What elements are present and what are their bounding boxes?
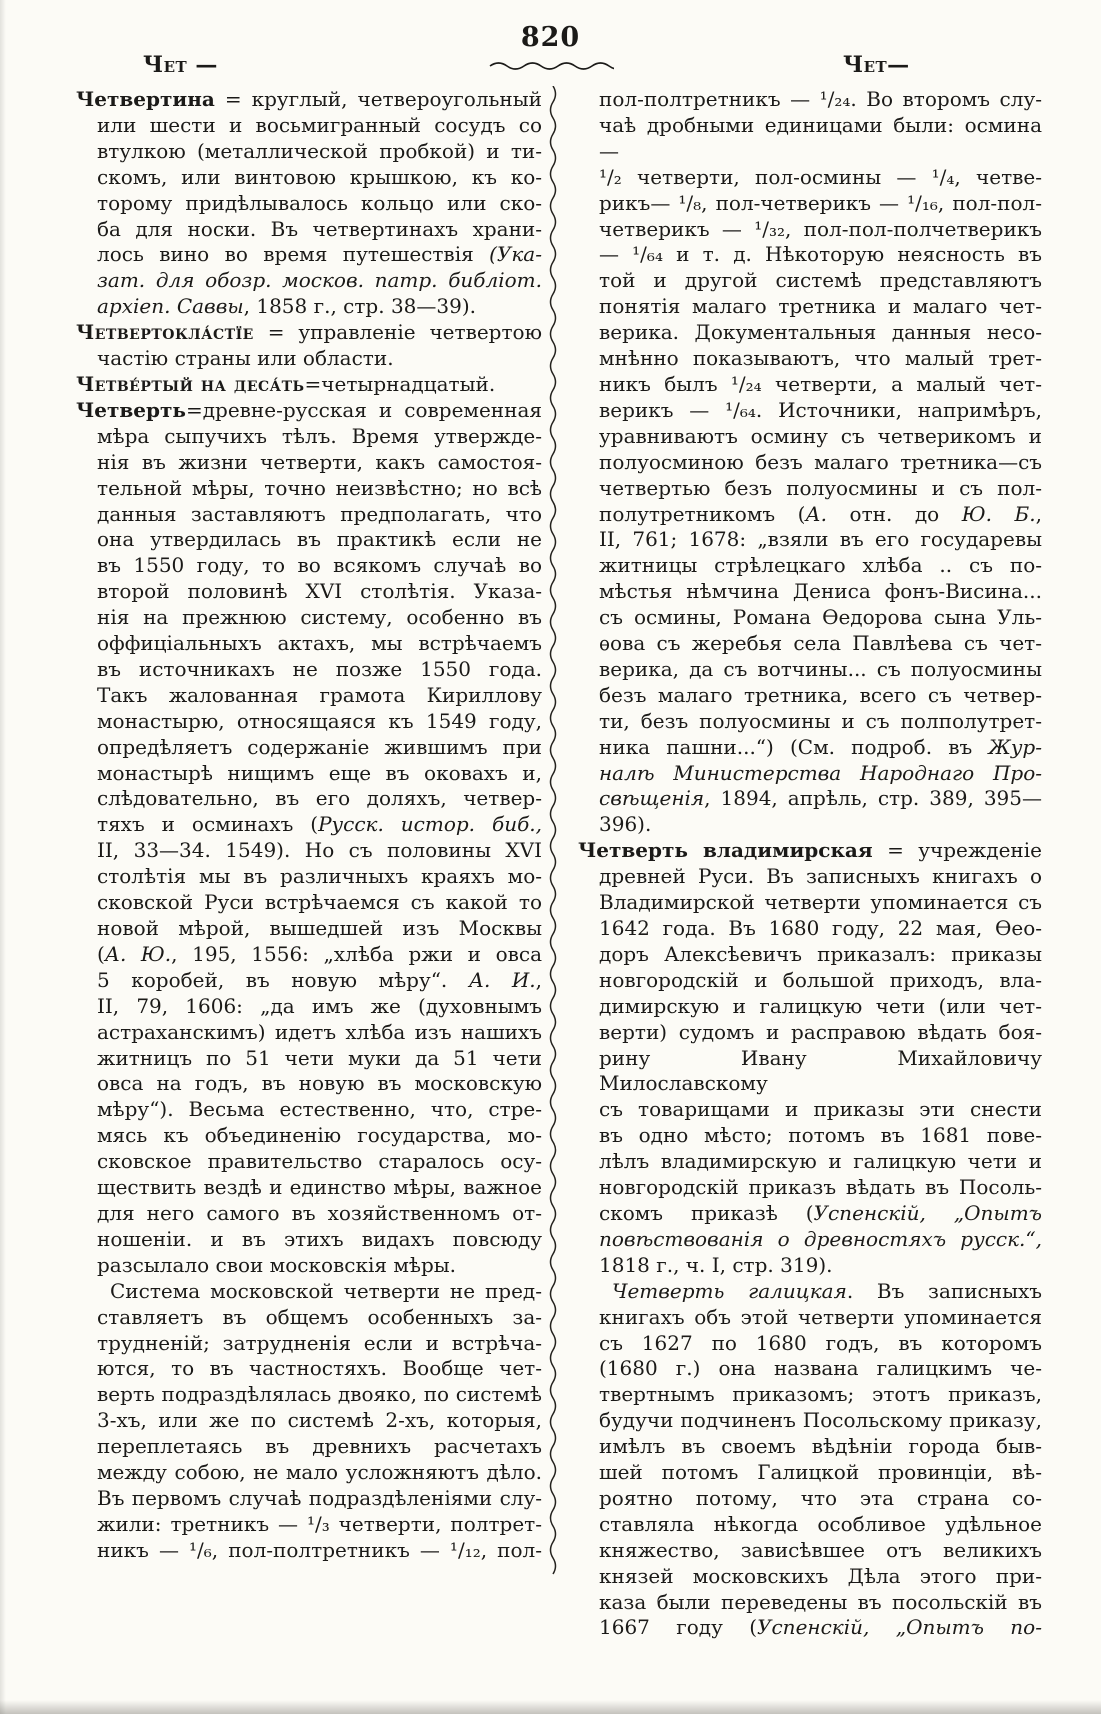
text-line [76,502,542,528]
text-segment: нія на прежнюю систему, особенно въ [97,605,542,630]
text-line [76,786,542,812]
text-segment: скомъ приказѣ ( [599,1200,814,1225]
text-line [578,968,1042,994]
text-segment: Русск. истор. биб., [318,812,543,837]
text-line [76,916,542,942]
text-segment: , 1894, апрѣль, стр. 389, 395— [704,786,1042,811]
text-segment: ника пашни...“) (См. подроб. въ [599,734,989,759]
text-segment: Четверть галицкая [612,1278,847,1303]
text-line [578,1331,1042,1357]
text-line [76,1071,542,1097]
text-line [76,1020,542,1046]
text-line [76,631,542,657]
text-line [76,1382,542,1408]
text-line [76,812,542,838]
text-segment: тяхъ и осминахъ ( [97,812,319,837]
text-line [76,320,542,346]
text-segment: Четверть владимирская [578,838,873,863]
text-segment: димирскую и галицкую чети (или чет- [599,993,1042,1018]
text-line [578,864,1042,890]
text-line [76,1408,542,1434]
text-segment: , [1035,501,1042,526]
text-segment: А. Ю. [104,941,172,966]
text-line [76,372,542,398]
text-segment: торому придѣлывалось кольцо или ско- [97,190,542,215]
text-segment: ществить вездѣ и единство мѣры, важное [97,1175,542,1200]
running-head-left: Чет — [143,52,218,78]
text-segment: безъ малаго третника, всего съ четвер- [599,682,1042,707]
text-segment: никъ былъ ¹/₂₄ четверти, а малый чет- [599,371,1042,396]
text-segment: чаѣ дробными единицами были: осмина— [599,112,1042,163]
text-line [578,502,1042,528]
text-line [578,1564,1042,1590]
text-segment: ставляетъ въ общемъ особенныхъ за- [97,1304,542,1329]
text-line [578,1434,1042,1460]
text-line [578,735,1042,761]
text-line [578,1253,1042,1279]
text-segment: Успенскій, „Опытъ [813,1200,1042,1225]
text-line [76,1460,542,1486]
text-line [76,139,542,165]
text-line [578,1175,1042,1201]
text-line [76,268,542,294]
text-segment: , [535,967,542,992]
running-head-right: Чет— [843,52,910,78]
text-segment: никъ — ¹/₆, пол-полтретникъ — ¹/₁₂, пол- [97,1537,542,1562]
text-line [578,1097,1042,1123]
text-line [578,527,1042,553]
text-line [76,113,542,139]
text-line [578,242,1042,268]
text-segment: лось вино во время путешествія [97,242,490,267]
text-line [578,838,1042,864]
text-segment: оффиціальныхъ актахъ, мы встрѣчаемъ [97,631,542,656]
text-segment: (1680 г.) она названа галицкимъ че- [599,1356,1042,1381]
text-segment: ти, безъ полуосмины и съ полполутрет- [599,708,1042,733]
text-line [578,450,1042,476]
text-segment: твертнымъ приказомъ; этотъ приказъ, [599,1382,1042,1407]
text-line [578,1227,1042,1253]
text-segment: или шести и восьмигранный сосудъ со [97,112,542,137]
text-line [76,1434,542,1460]
text-segment: той и другой системѣ представляютъ [599,268,1042,293]
text-line [578,191,1042,217]
text-segment: = учрежденіе [872,838,1042,863]
text-segment: второй половинѣ XVI столѣтія. Указа- [97,579,542,604]
text-segment: рину Ивану Михайловичу Милославскому [599,1045,1042,1096]
text-segment: =древне-русская и современная [185,397,542,422]
text-segment: 5 коробей, въ новую мѣру“. [97,967,469,992]
text-segment: монастырѣ нищимъ еще въ оковахъ и, [97,760,542,785]
text-line [578,942,1042,968]
text-line [76,709,542,735]
text-line [76,838,542,864]
text-line [76,1253,542,1279]
text-segment: (Ука- [489,242,542,267]
text-line [578,476,1042,502]
text-segment: мясь къ объединенію государства, мо- [97,1123,542,1148]
text-segment: новой мѣрой, вышедшей изъ Москвы [97,916,542,940]
text-line [76,1123,542,1149]
text-line [578,1590,1042,1616]
text-line [76,242,542,268]
text-line [578,1460,1042,1486]
text-segment: овса на годъ, въ новую въ московскую [97,1071,542,1096]
text-segment: новгородскій приказъ вѣдать въ Посоль- [599,1175,1042,1200]
text-segment: II, 761; 1678: „взяли въ его государевы [599,527,1042,552]
text-line [578,217,1042,243]
text-segment: столѣтія мы въ различныхъ краяхъ мо- [97,864,542,889]
text-segment: доръ Алексѣевичъ приказалъ: приказы [599,941,1042,966]
text-line [76,1538,542,1564]
text-line [76,1046,542,1072]
text-line [76,191,542,217]
text-segment: данныя заставляютъ предполагать, что [97,501,542,526]
text-line [76,761,542,787]
text-line [76,968,542,994]
text-line [578,1201,1042,1227]
left-text-column [76,87,542,1564]
text-segment: ѳова съ жеребья села Павлѣева съ чет- [599,631,1042,656]
text-segment: втулкою (металлической пробкой) и ти- [97,138,542,163]
text-line [578,165,1042,191]
text-segment: , 195, 1556: „хлѣба ржи и овса [171,941,542,966]
text-line [76,1512,542,1538]
text-segment: княжество, зависѣвшее отъ великихъ [599,1537,1042,1562]
text-line [578,631,1042,657]
text-line [578,424,1042,450]
text-line [76,217,542,243]
text-line [76,1305,542,1331]
text-line [578,1020,1042,1046]
text-segment: 1667 году ( [599,1615,758,1640]
text-segment: Въ первомъ случаѣ подраздѣленіями слу- [97,1485,542,1510]
text-segment: житницъ по 51 чети муки да 51 чети [97,1045,542,1070]
text-segment: верть подраздѣлялась двояко, по системѣ [97,1382,542,1407]
text-line [76,605,542,631]
text-line [578,579,1042,605]
text-line [76,424,542,450]
text-segment: архіеп. Саввы [97,294,244,319]
text-line [578,1486,1042,1512]
text-segment: Система московской четверти не пред- [110,1278,542,1303]
text-segment: скомъ, или винтовою крышкою, къ ко- [97,164,542,189]
text-line [578,346,1042,372]
text-segment: = управленіе четвертою [253,320,542,345]
text-segment: Успенскій, „Опытъ по- [757,1615,1042,1640]
text-line [578,994,1042,1020]
text-line [578,1149,1042,1175]
text-line [76,994,542,1020]
text-segment: сковской Руси встрѣчаемся съ какой то [97,890,542,915]
text-segment: ношеніи. и въ этихъ видахъ повсюду [97,1226,542,1251]
text-line [76,294,542,320]
text-segment: съ 1627 по 1680 годъ, въ которомъ [599,1330,1042,1355]
text-line [76,346,542,372]
text-line [578,657,1042,683]
text-segment: опредѣляетъ содержаніе жившимъ при [97,734,542,759]
text-line [578,398,1042,424]
text-line [578,1305,1042,1331]
text-segment: полутретникомъ ( [599,501,806,526]
text-segment: житницы стрѣлецкаго хлѣба .. съ по- [599,553,1042,578]
text-line [76,864,542,890]
text-segment: = круглый, четвероугольный [214,87,542,111]
text-segment: древней Руси. Въ записныхъ книгахъ о [599,864,1042,889]
text-segment: Ю. Б. [961,501,1036,526]
text-segment: II, 79, 1606: „да имъ же (духовнымъ [97,993,542,1018]
text-segment: 396). [599,812,652,837]
text-segment: переплетаясь въ древнихъ расчетахъ [97,1434,542,1459]
text-segment: нія въ жизни четверти, какъ самостоя- [97,449,542,474]
text-segment: =четырнадцатый. [304,371,496,396]
text-line [76,942,542,968]
text-segment: Четверть [76,397,186,422]
text-segment: мѣстья нѣмчина Дениса фонъ-Висина... [599,579,1042,604]
text-segment: имѣлъ въ своемъ вѣдѣніи города быв- [599,1434,1042,1459]
text-line [578,761,1042,787]
text-segment: съ осмины, Романа Ѳедорова сына Уль- [599,605,1042,630]
text-segment: князей московскихъ Дѣла этого при- [599,1563,1042,1588]
text-segment: каза были переведены въ посольскій въ [599,1589,1042,1614]
text-segment: въ 1550 году, то во всякомъ случаѣ во [97,553,542,578]
text-segment: II, 33—34. 1549). Но съ половины XVI [97,838,542,863]
text-segment: мѣру“). Весьма естественно, что, стре- [97,1097,542,1122]
text-line [578,87,1042,113]
text-line [76,1486,542,1512]
text-segment: верика, да съ вотчины... съ полуосмины [599,656,1042,681]
text-segment: разсылало свои московскія мѣры. [97,1252,457,1277]
text-line [76,1331,542,1357]
text-line [76,1227,542,1253]
text-segment: мнѣнно показываютъ, что малый трет- [599,346,1042,371]
text-line [76,450,542,476]
text-line [578,1615,1042,1641]
header-squiggle-rule [488,60,614,72]
text-segment: А. И. [468,967,536,992]
text-line [578,553,1042,579]
text-segment: Такъ жалованная грамота Кириллову [97,682,542,707]
text-segment: трудненій; затрудненія если и встрѣча- [97,1330,542,1355]
text-segment: . Въ записныхъ [846,1278,1042,1303]
text-line [76,1356,542,1382]
text-segment: жили: третникъ — ¹/₃ четверти, полтрет- [97,1511,542,1536]
text-line [76,579,542,605]
text-segment: верти) судомъ и расправою вѣдать боя- [599,1019,1042,1044]
text-segment: слѣдовательно, въ его доляхъ, четвер- [97,786,542,811]
text-segment: Четвертина [76,87,215,111]
text-segment: въ источникахъ не позже 1550 года. [97,656,542,681]
text-segment: 1642 года. Въ 1680 году, 22 мая, Ѳео- [599,916,1042,940]
text-line [578,683,1042,709]
text-line [578,372,1042,398]
text-line [578,1538,1042,1564]
text-segment: лѣлъ владимирскую и галицкую чети и [599,1149,1042,1174]
text-segment: между собою, не мало усложняютъ дѣло. [97,1460,542,1485]
text-segment: уравниваютъ осмину съ четверикомъ и [599,423,1042,448]
text-line [578,268,1042,294]
text-line [578,709,1042,735]
text-segment: для него самого въ хозяйственномъ от- [97,1200,542,1225]
text-line [76,1201,542,1227]
text-line [578,890,1042,916]
text-segment: повѣствованія о древностяхъ русск.“, [599,1226,1042,1251]
text-segment: Четве́ртый на деса́ть [76,371,305,396]
text-line [578,1046,1042,1098]
right-text-column [578,87,1042,1641]
column-divider-wavy-line [548,86,558,1586]
text-segment: астраханскимъ) идетъ хлѣба изъ нашихъ [97,1019,542,1044]
text-line [578,113,1042,165]
text-segment: 1818 г., ч. I, стр. 319). [599,1252,833,1277]
text-line [76,87,542,113]
text-segment: мѣра сыпучихъ тѣлъ. Время утвержде- [97,423,542,448]
text-segment: налѣ Министерства Народнаго Про- [599,760,1042,785]
text-segment: съ товарищами и приказы эти снести [599,1097,1042,1122]
text-line [76,1097,542,1123]
text-segment: рикъ— ¹/₈, пол-четверикъ — ¹/₁₆, пол-пол- [599,190,1042,215]
text-segment: Четвертокла́стїе [76,320,254,345]
text-segment: четверикъ — ¹/₃₂, пол-пол-полчетверикъ [599,216,1042,241]
text-line [76,1149,542,1175]
text-segment: тельной мѣры, точно неизвѣстно; но всѣ [97,475,542,500]
text-line [76,165,542,191]
text-segment: свѣщенія [599,786,705,811]
text-segment: понятія малаго третника и малаго чет- [599,294,1042,319]
text-segment: Владимирской четверти упоминается съ [599,890,1042,915]
text-line [76,657,542,683]
text-line [578,294,1042,320]
page-number: 820 [520,22,581,53]
text-segment: сковское правительство старалось осу- [97,1149,542,1174]
text-segment: четвертью безъ полуосмины и съ пол- [599,475,1042,500]
text-line [76,398,542,424]
text-line [578,1408,1042,1434]
text-line [76,683,542,709]
text-segment: она утвердилась въ практикѣ если не [97,527,542,552]
text-segment: — ¹/₆₄ и т. д. Нѣкоторую неясность въ [599,242,1042,267]
text-segment: полуосминою безъ малаго третника—съ [599,449,1042,474]
text-line [578,1512,1042,1538]
text-line [76,553,542,579]
text-segment: ¹/₂ четверти, пол-осмины — ¹/₄, четве- [599,164,1042,189]
text-segment: отн. до [826,501,962,526]
text-segment: , 1858 г., стр. 38—39). [243,294,477,319]
text-segment: ба для носки. Въ четвертинахъ храни- [97,216,542,241]
text-line [76,527,542,553]
text-segment: Жур- [988,734,1042,759]
text-line [578,812,1042,838]
text-line [76,1279,542,1305]
text-segment: будучи подчиненъ Посольскому приказу, [599,1408,1042,1433]
text-line [578,786,1042,812]
text-segment: зат. для обозр. москов. патр. библіот. [97,268,542,293]
text-line [578,605,1042,631]
text-line [578,1356,1042,1382]
text-segment: шей потомъ Галицкой провинціи, вѣ- [599,1460,1042,1485]
text-line [578,1279,1042,1305]
text-segment: книгахъ объ этой четверти упоминается [599,1304,1042,1329]
text-line [578,1123,1042,1149]
text-segment: 3-хъ, или же по системѣ 2-хъ, которыя, [97,1408,542,1433]
text-segment: верика. Документальныя данныя несо- [599,320,1042,345]
text-segment: въ одно мѣсто; потомъ въ 1681 пове- [599,1123,1042,1148]
text-segment: ются, то въ частностяхъ. Вообще чет- [97,1356,542,1381]
text-segment: ставляла нѣкогда особливое удѣльное [599,1511,1042,1536]
text-line [76,1175,542,1201]
text-line [76,890,542,916]
text-line [578,1382,1042,1408]
text-line [578,916,1042,942]
text-segment: роятно потому, что эта страна со- [599,1485,1042,1510]
text-segment: новгородскій и большой приходъ, вла- [599,967,1042,992]
text-line [76,476,542,502]
text-line [76,735,542,761]
text-segment: А. [805,501,827,526]
text-segment: частію страны или области. [97,346,394,371]
text-line [578,320,1042,346]
text-segment: монастырю, относящаяся къ 1549 году, [97,708,542,733]
text-segment: верикъ — ¹/₆₄. Источники, напримѣръ, [599,397,1042,422]
text-segment: пол-полтретникъ — ¹/₂₄. Во второмъ слу- [599,87,1042,111]
text-segment: ( [97,941,105,966]
